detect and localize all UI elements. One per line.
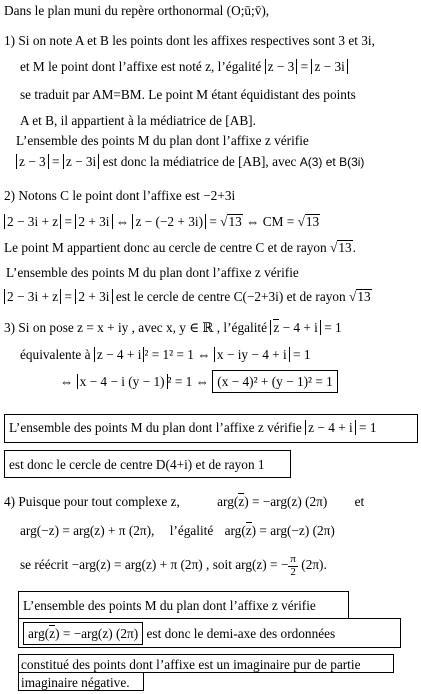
s3-result-box-2 [4, 450, 291, 478]
s1-abs-z-minus-3: z − 3 [265, 59, 298, 74]
s1-text-1: 1) Si on note A et B les points dont les affixes respectives sont 3 et 3i, [4, 33, 375, 48]
s3-abs-1-rest: − 4 + i [282, 320, 318, 335]
s4-conj-z-3: z [49, 626, 56, 641]
s1-line-5 [16, 134, 309, 147]
s4-line-1 [4, 495, 364, 508]
s4-text-3b: (2π). [301, 557, 327, 573]
s2-equiv-1: ⇔ [115, 214, 130, 229]
s2-eq-2: = [209, 214, 217, 229]
s1-abs-z-minus-3-b: z − 3 [16, 154, 49, 169]
s4-text-2: arg(−z) = arg(z) + π (2π), [20, 523, 155, 538]
s3-line-1 [4, 321, 342, 334]
s3-abs-1 [270, 320, 321, 335]
s4-text-6: constitué des points dont l’affixe est un imaginaire pur de partie [21, 657, 361, 672]
s4-arg-1: arg( [217, 494, 239, 509]
s3-text-4: L’ensemble des points M du plan dont l’affixe z vérifie [9, 420, 302, 435]
s4-text-7: imaginaire négative. [21, 675, 130, 690]
s1-line-4 [20, 114, 256, 127]
s3-squared: ² = 1² = 1 ⇔ [144, 347, 211, 362]
s2-sqrt-13-b: 13 [305, 214, 320, 229]
s3-conj-z: z [273, 320, 280, 335]
s4-arg-3: arg( [28, 626, 50, 641]
s1-text-6: est donc la médiatrice de [AB], avec [102, 154, 297, 169]
s1-abs-z-minus-3i: z − 3i [311, 59, 347, 74]
s2-sqrt-sign-b: √ [297, 214, 305, 229]
s4-text-3: se réécrit −arg(z) = arg(z) + π (2π) , soit arg(z) = − [20, 557, 289, 573]
s3-eq-3: = 1 [359, 420, 377, 435]
s3-boxed-equation: (x − 4)² + (y − 1)² = 1 [212, 370, 338, 393]
s3-abs-5: z − 4 + i [305, 420, 356, 435]
s4-boxed-arg [23, 622, 143, 645]
s4-line-3 [20, 554, 327, 578]
s1-text-5: L’ensemble des points M du plan dont l’affixe z vérifie [16, 133, 309, 148]
s2-eq-1: = [64, 214, 73, 229]
s3-text-5: est donc le cercle de centre D(4+i) et de rayon 1 [9, 457, 265, 472]
s4-arg-2: arg( [224, 523, 246, 538]
s1-line-6 [16, 155, 364, 168]
s1-text-3: se traduit par AM=BM. Le point M étant équidistant des points [20, 87, 356, 102]
s4-conj-z-2: z [245, 523, 252, 538]
s4-et: et [354, 494, 365, 509]
s3-result-box-1 [4, 414, 418, 443]
s4-arg-1-rest: ) = −arg(z) (2π) [244, 494, 328, 509]
s3-eq-1: = 1 [324, 320, 342, 335]
s4-text-4: L’ensemble des points M du plan dont l’affixe z vérifie [23, 598, 316, 613]
s4-arg-2-rest: ) = arg(−z) (2π) [251, 523, 335, 538]
s4-conj-z-1: z [238, 494, 245, 509]
s1-line-1 [4, 34, 375, 47]
s2-period: . [352, 240, 356, 255]
s4-line-2 [20, 524, 335, 537]
s2-sqrt-sign-d: √ [349, 289, 357, 304]
s2-line-4 [6, 266, 299, 279]
s1-abs-z-minus-3i-b: z − 3i [63, 154, 99, 169]
s3-abs-4: x − 4 − i (y − 1) [77, 374, 168, 389]
s1-text-4: A et B, il appartient à la médiatrice de [AB]. [20, 113, 256, 128]
s2-sqrt-sign: √ [220, 214, 228, 229]
intro-text: Dans le plan muni du repère orthonormal (O;ū;v̄), [4, 3, 270, 18]
s3-line-2 [20, 348, 311, 361]
s2-abs-1: 2 − 3i + z [4, 214, 61, 229]
s4-frac-num: π [290, 553, 296, 565]
s2-eq-3: = [64, 289, 73, 304]
s2-sqrt-13-d: 13 [357, 289, 371, 304]
s4-result-line-7 [18, 672, 144, 691]
s4-egalite: l’égalité [169, 523, 214, 538]
s2-text-1: 2) Notons C le point dont l’affixe est −2+3i [4, 188, 236, 203]
s2-text-4: L’ensemble des points M du plan dont l’affixe z vérifie [6, 265, 299, 280]
s2-line-5 [4, 289, 372, 304]
s2-sqrt-13-c: 13 [338, 240, 352, 255]
s1-line-3 [20, 88, 356, 101]
s3-squared-2: ² = 1 ⇔ [167, 374, 209, 389]
s4-text-1: 4) Puisque pour tout complexe z, [4, 494, 180, 509]
s3-eq-2: = 1 [293, 347, 311, 362]
s2-text-5: est le cercle de centre C(−2+3i) et de rayon [115, 289, 346, 304]
s4-result-box-top [18, 591, 349, 618]
s2-abs-3: z − (−2 + 3i) [132, 214, 206, 229]
s4-result-box-mid [18, 618, 401, 648]
intro-line [4, 4, 269, 17]
s2-sqrt-13: 13 [228, 214, 242, 229]
s4-text-5: est donc le demi-axe des ordonnées [146, 626, 336, 641]
s1-line-2 [20, 60, 348, 73]
s2-text-3: Le point M appartient donc au cercle de centre C et de rayon [4, 240, 327, 255]
s2-line-1 [4, 189, 235, 202]
s2-cm: CM = [262, 214, 295, 229]
s3-text-1: 3) Si on pose z = x + iy , avec x, y ∈ ℝ , l’égalité [4, 320, 267, 335]
s2-sqrt-sign-c: √ [330, 240, 338, 255]
s2-equiv-2: ⇔ [246, 214, 260, 229]
s2-abs-5: 2 + 3i [75, 289, 112, 304]
s1-points-ab: A(3) et B(3i) [299, 155, 365, 169]
s4-frac-den: 2 [290, 565, 296, 578]
s2-line-3 [4, 240, 356, 255]
s2-abs-2: 2 + 3i [75, 214, 112, 229]
s3-equiv: ⇔ [60, 374, 74, 389]
s4-result-line-6 [18, 654, 394, 673]
s4-fraction [288, 554, 298, 578]
s2-abs-4: 2 − 3i + z [4, 289, 61, 304]
s1-equals: = [300, 59, 309, 74]
s1-text-2: et M le point dont l’affixe est noté z, l’égalité [20, 59, 262, 74]
s3-abs-3: x − iy − 4 + i [214, 347, 290, 362]
s3-abs-2: z − 4 + i [94, 347, 145, 362]
s1-equals-b: = [52, 154, 60, 169]
s3-text-2: équivalente à [20, 347, 91, 362]
s4-arg-3-rest: ) = −arg(z) (2π) [55, 626, 139, 641]
s3-line-3 [60, 375, 338, 388]
s2-line-2 [4, 214, 320, 229]
